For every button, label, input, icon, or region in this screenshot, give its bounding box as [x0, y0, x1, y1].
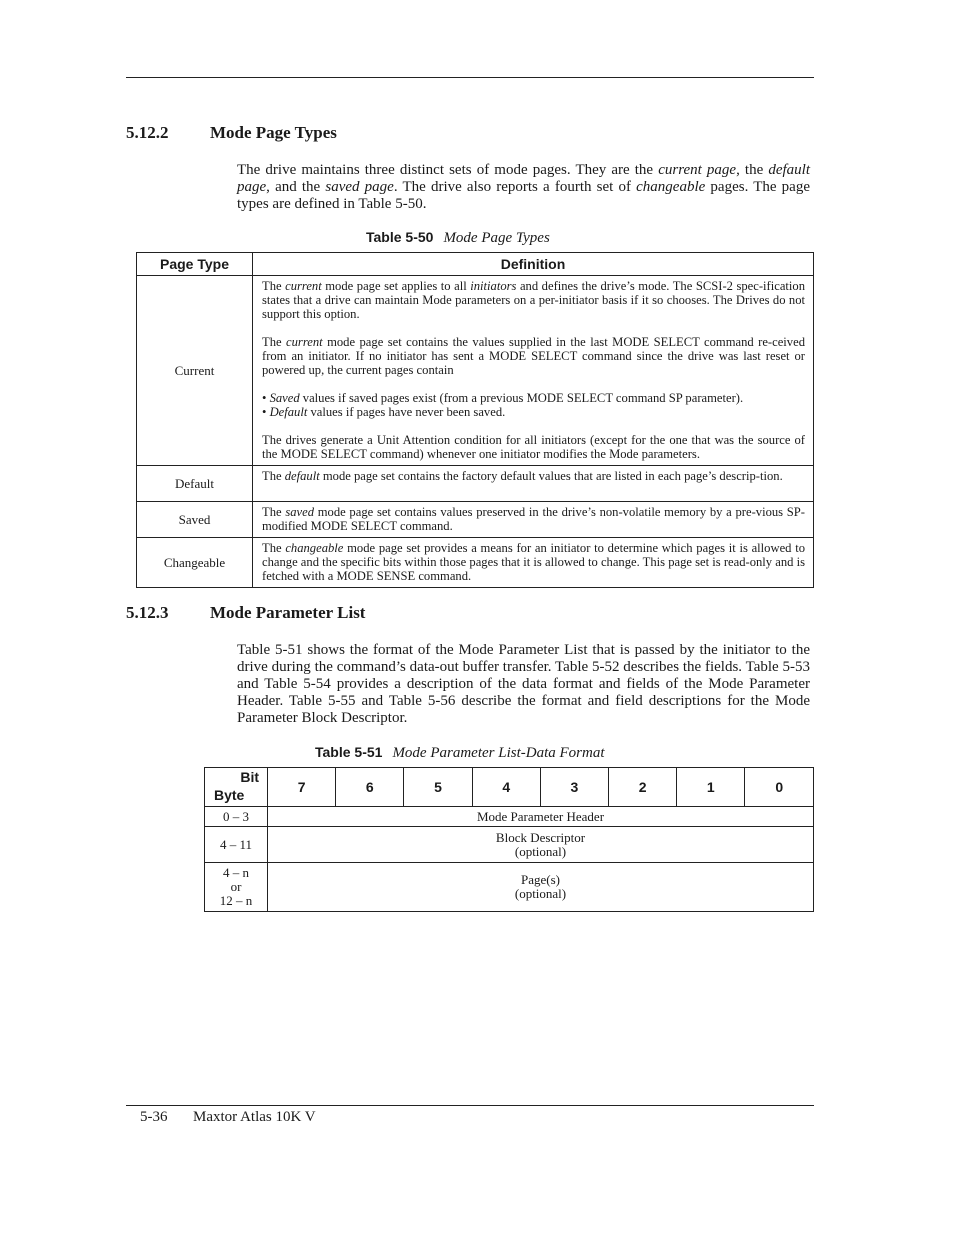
page-number: 5-36 [140, 1109, 168, 1125]
bit-7-header: 7 [268, 768, 336, 807]
table-row [137, 466, 814, 502]
table-row [137, 538, 814, 588]
text-run: The drives generate a Unit Attention condition for all initiators (except for the one that was the source of the MODE SELECT command) whenever one initiator modifies the Mode parameters. [262, 433, 805, 461]
emphasis-text: changeable [636, 179, 706, 195]
definition-cell [253, 466, 814, 502]
table-51-caption [315, 744, 605, 762]
page-type-cell: Saved [137, 502, 253, 538]
table-row [205, 807, 814, 827]
bit-5-header: 5 [404, 768, 472, 807]
section-heading-mode-parameter-list [126, 603, 365, 623]
table-row [205, 863, 814, 912]
text-run: , the [736, 162, 769, 178]
emphasis-text: Saved [269, 391, 300, 405]
emphasis-text: changeable [285, 541, 344, 555]
field-cell: Page(s) (optional) [268, 863, 814, 912]
product-name: Maxtor Atlas 10K V [193, 1109, 316, 1125]
text-run: Table 5-51 shows the format of the Mode Parameter List that is passed by the initiator to the drive during the command’s data-out buffer transfer. Table 5-52 describes the fields. Table 5-53 and Table 5-54 provides a description of the data format and fields of the Mode Parameter Header. Table 5-55 and Table 5-56 describe the format and field descriptions for the Mode Parameter Block Descriptor. [237, 642, 810, 726]
field-cell: Block Descriptor (optional) [268, 827, 814, 863]
definition-paragraph [262, 541, 805, 583]
page-type-cell: Default [137, 466, 253, 502]
text-run: values if saved pages exist (from a previous MODE SELECT command SP parameter). [299, 391, 744, 405]
emphasis-text: Default [269, 405, 308, 419]
emphasis-text: default [284, 469, 320, 483]
section-number: 5.12.2 [126, 123, 169, 142]
bit-0-header: 0 [745, 768, 814, 807]
emphasis-text: current page [658, 162, 737, 178]
definition-bullet [262, 391, 805, 405]
text-run: mode page set applies to all [321, 279, 471, 293]
definition-cell [253, 502, 814, 538]
text-run: The [262, 469, 285, 483]
emphasis-text: saved page [325, 179, 394, 195]
text-run: The drive maintains three distinct sets of mode pages. They are the [237, 162, 659, 178]
text-run: . The drive also reports a fourth set of [393, 179, 637, 195]
header-definition: Definition [253, 253, 814, 276]
footer-rule [126, 1105, 814, 1106]
field-cell: Mode Parameter Header [268, 807, 814, 827]
text-run: The [262, 335, 287, 349]
bit-header-row [205, 768, 814, 807]
text-run: values if pages have never been saved. [307, 405, 506, 419]
definition-paragraph [262, 335, 805, 377]
text-run: mode page set provides a means for an initiator to determine which pages it is allowed to change and the specific bits within those pages that it is allowed to change. This page set is read-only and is fetched with a MODE SENSE command. [262, 541, 805, 583]
text-run: The [262, 541, 286, 555]
table-row [137, 276, 814, 466]
bit-4-header: 4 [472, 768, 540, 807]
definition-paragraph [262, 433, 805, 461]
table-50-title: Mode Page Types [443, 230, 550, 246]
definition-cell [253, 276, 814, 466]
bit-byte-corner [205, 768, 268, 807]
table-50-label: Table 5-50 [366, 229, 434, 245]
mode-page-types-table [136, 252, 814, 588]
byte-label: Byte [214, 787, 245, 803]
text-run: mode page set contains values preserved in the drive’s non-volatile memory by a pre-vious SP-modified MODE SELECT command. [262, 505, 805, 533]
bit-3-header: 3 [540, 768, 608, 807]
bit-1-header: 1 [677, 768, 745, 807]
header-page-type: Page Type [137, 253, 253, 276]
emphasis-text: initiators [470, 279, 517, 293]
mode-parameter-paragraph [237, 642, 810, 727]
mode-parameter-list-table [204, 767, 814, 912]
text-run: mode page set contains the factory default values that are listed in each page’s descrip-tion. [319, 469, 783, 483]
byte-range-cell: 4 – n or 12 – n [205, 863, 268, 912]
page-type-cell: Changeable [137, 538, 253, 588]
emphasis-text: current [285, 279, 322, 293]
text-run: • [262, 405, 270, 419]
text-run: pages. The page types are defined in Table 5-50. [237, 179, 810, 212]
text-run: mode page set contains the values supplied in the last MODE SELECT command re-ceived from an initiator. If no initiator has sent a MODE SELECT command since the drive was last reset or powered up, the current pages contain [262, 335, 805, 377]
section-heading-mode-page-types [126, 123, 337, 143]
text-run: • [262, 391, 270, 405]
definition-paragraph [262, 469, 805, 483]
table-row [137, 502, 814, 538]
definition-cell [253, 538, 814, 588]
text-run: , and the [266, 179, 326, 195]
table-header-row [137, 253, 814, 276]
section-number: 5.12.3 [126, 603, 169, 622]
byte-range-cell: 0 – 3 [205, 807, 268, 827]
header-rule [126, 77, 814, 78]
table-51-title: Mode Parameter List-Data Format [392, 745, 605, 761]
section-title: Mode Parameter List [210, 603, 366, 622]
table-row [205, 827, 814, 863]
emphasis-text: default page [237, 162, 811, 195]
table-50-caption [366, 229, 550, 247]
bit-2-header: 2 [609, 768, 677, 807]
text-run: The [262, 279, 286, 293]
page-type-cell: Current [137, 276, 253, 466]
definition-paragraph [262, 279, 805, 321]
table-51-label: Table 5-51 [315, 744, 383, 760]
section-title: Mode Page Types [210, 123, 337, 142]
text-run: The [262, 505, 286, 519]
emphasis-text: current [286, 335, 323, 349]
bit-label: Bit [240, 769, 259, 785]
intro-paragraph [237, 162, 810, 213]
definition-bullet [262, 405, 805, 419]
bit-6-header: 6 [336, 768, 404, 807]
byte-range-cell: 4 – 11 [205, 827, 268, 863]
emphasis-text: saved [285, 505, 314, 519]
definition-paragraph [262, 505, 805, 533]
text-run: and defines the drive’s mode. The SCSI-2 spec-ification states that a drive can maintain Mode parameters on a per-initiator basis if it so chooses. The Drives do not support this option. [262, 279, 805, 321]
